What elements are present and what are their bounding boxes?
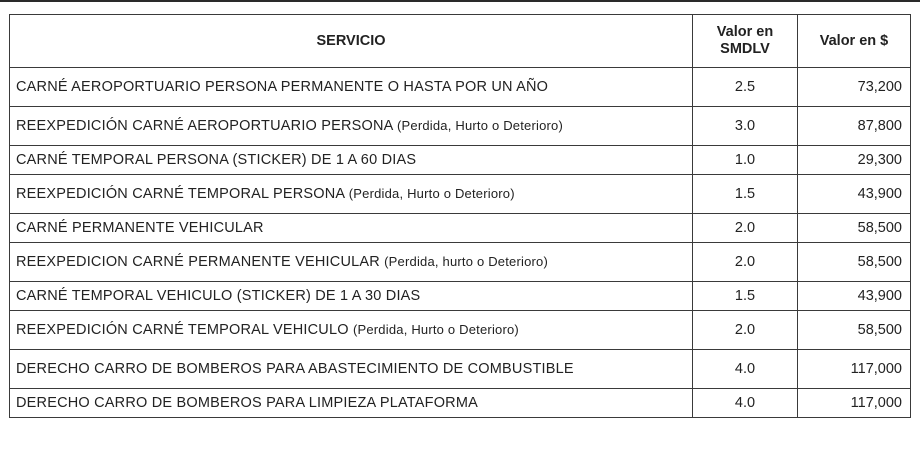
servicio-text: CARNÉ AEROPORTUARIO PERSONA PERMANENTE O HASTA POR UN AÑO	[16, 79, 549, 95]
cell-valor: 58,500	[798, 214, 911, 243]
cell-servicio	[10, 389, 693, 418]
cell-valor: 58,500	[798, 243, 911, 282]
cell-servicio	[10, 282, 693, 311]
cell-servicio	[10, 68, 693, 107]
cell-smdlv: 2.0	[693, 214, 798, 243]
cell-servicio	[10, 350, 693, 389]
cell-smdlv: 1.5	[693, 175, 798, 214]
servicio-text: CARNÉ TEMPORAL VEHICULO (STICKER) DE 1 A 30 DIAS	[16, 288, 421, 304]
cell-smdlv: 1.0	[693, 146, 798, 175]
servicio-note: (Perdida, hurto o Deterioro)	[384, 254, 548, 269]
servicio-text: REEXPEDICIÓN CARNÉ TEMPORAL PERSONA	[16, 186, 345, 202]
servicio-text: DERECHO CARRO DE BOMBEROS PARA ABASTECIMIENTO DE COMBUSTIBLE	[16, 361, 574, 377]
table-row	[10, 282, 911, 311]
cell-valor: 87,800	[798, 107, 911, 146]
servicio-text: CARNÉ TEMPORAL PERSONA (STICKER) DE 1 A 60 DIAS	[16, 152, 417, 168]
table-row	[10, 243, 911, 282]
cell-servicio	[10, 146, 693, 175]
cell-smdlv: 4.0	[693, 350, 798, 389]
cell-servicio	[10, 175, 693, 214]
cell-servicio	[10, 243, 693, 282]
servicio-text: REEXPEDICIÓN CARNÉ TEMPORAL VEHICULO	[16, 322, 349, 338]
servicio-note: (Perdida, Hurto o Deterioro)	[397, 118, 563, 133]
table-row	[10, 311, 911, 350]
cell-smdlv: 2.0	[693, 243, 798, 282]
cell-smdlv: 2.0	[693, 311, 798, 350]
table-row	[10, 107, 911, 146]
servicio-note: (Perdida, Hurto o Deterioro)	[352, 322, 519, 337]
cell-valor: 43,900	[798, 175, 911, 214]
cell-valor: 29,300	[798, 146, 911, 175]
cell-servicio	[10, 107, 693, 146]
cell-valor: 58,500	[798, 311, 911, 350]
cell-smdlv: 1.5	[693, 282, 798, 311]
table-row	[10, 214, 911, 243]
servicio-text: CARNÉ PERMANENTE VEHICULAR	[16, 220, 264, 236]
header-valor-smdlv: Valor en SMDLV	[693, 15, 798, 68]
header-servicio: SERVICIO	[10, 15, 693, 68]
header-row	[10, 15, 911, 68]
table-row	[10, 175, 911, 214]
cell-servicio	[10, 311, 693, 350]
top-rule	[0, 0, 920, 2]
fee-table	[9, 14, 911, 418]
header-valor-pesos: Valor en $	[798, 15, 911, 68]
cell-valor: 73,200	[798, 68, 911, 107]
cell-smdlv: 4.0	[693, 389, 798, 418]
cell-smdlv: 2.5	[693, 68, 798, 107]
servicio-text: REEXPEDICION CARNÉ PERMANENTE VEHICULAR	[16, 254, 380, 270]
table-row	[10, 350, 911, 389]
cell-valor: 117,000	[798, 350, 911, 389]
table-row	[10, 146, 911, 175]
cell-smdlv: 3.0	[693, 107, 798, 146]
cell-servicio	[10, 214, 693, 243]
servicio-text: REEXPEDICIÓN CARNÉ AEROPORTUARIO PERSONA	[16, 118, 393, 134]
fee-table-container	[9, 14, 911, 418]
servicio-text: DERECHO CARRO DE BOMBEROS PARA LIMPIEZA PLATAFORMA	[16, 395, 478, 411]
table-row	[10, 68, 911, 107]
servicio-note: (Perdida, Hurto o Deterioro)	[348, 186, 515, 201]
cell-valor: 117,000	[798, 389, 911, 418]
cell-valor: 43,900	[798, 282, 911, 311]
table-row	[10, 389, 911, 418]
